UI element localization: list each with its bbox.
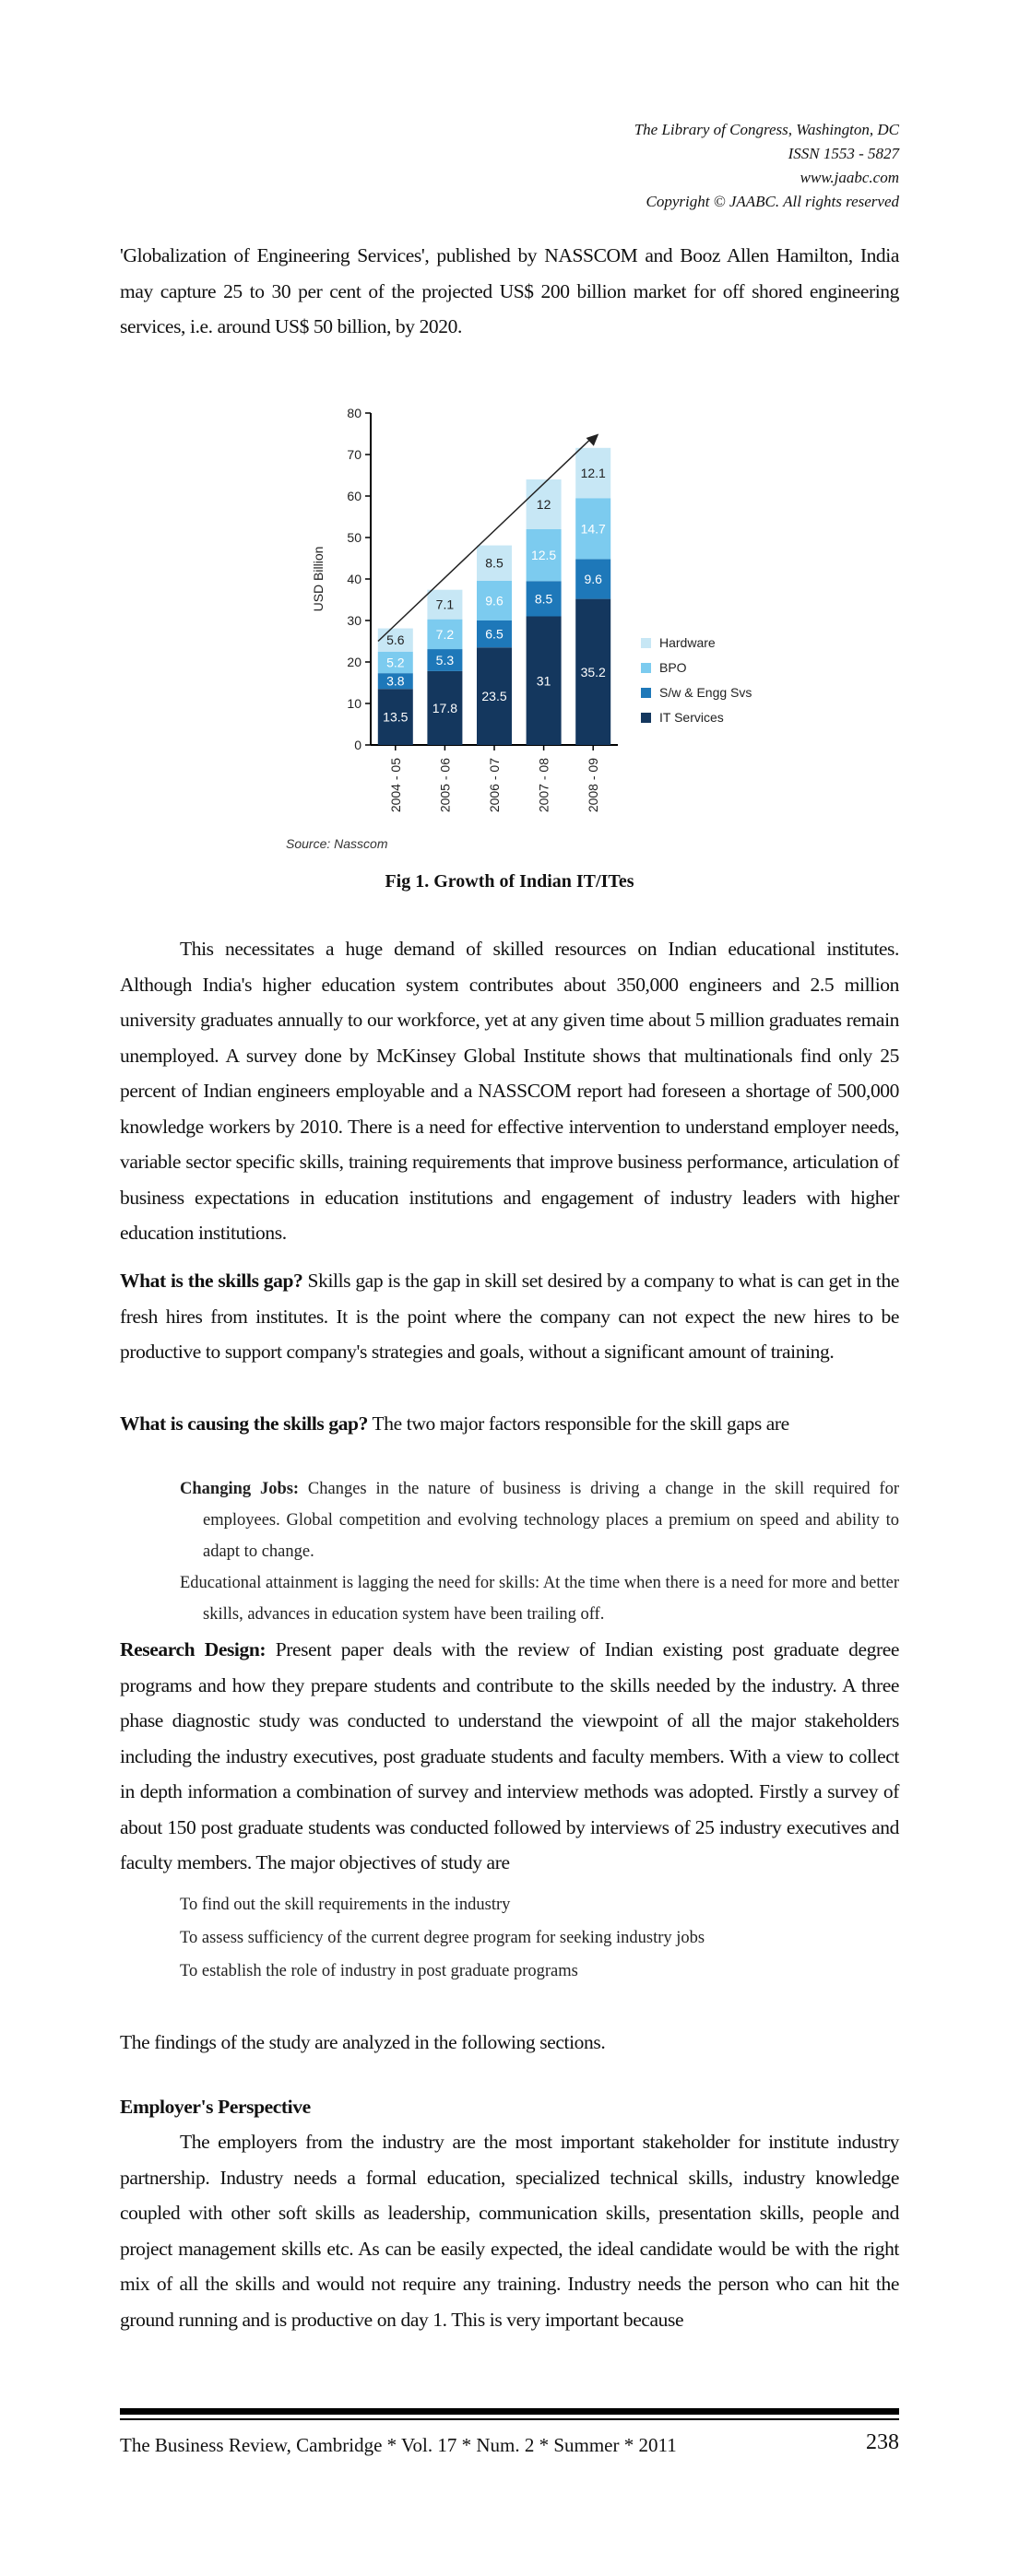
chart-source: Source: Nasscom bbox=[286, 836, 388, 851]
data-label: 8.5 bbox=[485, 555, 504, 571]
data-label: 5.3 bbox=[435, 652, 455, 668]
research-paragraph bbox=[120, 1632, 899, 1881]
findings-paragraph: The findings of the study are analyzed in the following sections. bbox=[120, 2031, 606, 2053]
research-heading: Research Design: bbox=[120, 1638, 267, 1660]
legend-label: BPO bbox=[659, 660, 687, 675]
data-label: 12.1 bbox=[580, 466, 606, 481]
data-label: 35.2 bbox=[580, 664, 606, 679]
y-tick-label: 0 bbox=[354, 738, 361, 752]
skills-gap-text: Skills gap is the gap in skill set desired by a company to what is can get in the fresh hires from institutes. It is the point where the company can not expect the new hires to be productive to support company's strategies and goals, without a significant amount of training. bbox=[120, 1270, 899, 1363]
data-label: 8.5 bbox=[534, 591, 553, 607]
legend-swatch bbox=[641, 638, 651, 648]
journal-header bbox=[634, 118, 899, 214]
growth-chart bbox=[286, 387, 765, 876]
causing-paragraph bbox=[120, 1406, 899, 1442]
factors-list bbox=[180, 1473, 899, 1630]
x-tick-label: 2008 - 09 bbox=[586, 758, 601, 813]
x-tick-label: 2006 - 07 bbox=[487, 758, 502, 813]
objectives-list bbox=[180, 1888, 705, 1988]
factor-text: Changes in the nature of business is driving a change in the skill required for employees. Global competition and evolving technology places a premium on speed and ability to adapt to change. bbox=[203, 1480, 899, 1561]
demand-paragraph: This necessitates a huge demand of skilled resources on Indian educational institutes. Although India's higher education system contributes about 350,000 engineers and 2.5 million university graduates annually to our workforce, yet at any given time about 5 million graduates remain unemployed. A survey done by McKinsey Global Institute shows that multinationals find only 25 percent of Indian engineers employable and a NASSCOM report had foreseen a shortage of 500,000 knowledge workers by 2010. There is a need for effective intervention to understand employer needs, variable sector specific skills, training requirements that improve business performance, articulation of business expectations in education institutions and engagement of industry leaders with higher education institutions. bbox=[120, 938, 899, 1244]
data-label: 9.6 bbox=[584, 572, 602, 586]
header-line: The Library of Congress, Washington, DC bbox=[634, 121, 899, 138]
y-tick-label: 70 bbox=[347, 447, 361, 462]
header-line: Copyright © JAABC. All rights reserved bbox=[646, 193, 899, 210]
data-label: 7.1 bbox=[435, 597, 455, 612]
data-label: 23.5 bbox=[481, 689, 507, 704]
footer-rule bbox=[120, 2408, 899, 2415]
y-tick-label: 40 bbox=[347, 572, 361, 586]
x-tick-label: 2004 - 05 bbox=[387, 758, 403, 813]
causing-text: The two major factors responsible for the skill gaps are bbox=[367, 1412, 789, 1435]
trend-arrowhead bbox=[587, 434, 599, 446]
data-label: 5.6 bbox=[386, 632, 405, 648]
employer-paragraph: The employers from the industry are the most important stakeholder for institute industry partnership. Industry needs a formal education, specialized technical skills, industry knowledge coupled with other soft skills as leadership, communication skills, presentation skills, people and project management skills etc. As can be easily expected, the ideal candidate would be with the right mix of all the skills and would not require any training. Industry needs the person who can hit the ground running and is productive on day 1. This is very important because bbox=[120, 2131, 899, 2331]
header-line: ISSN 1553 - 5827 bbox=[788, 145, 899, 162]
factor-item bbox=[180, 1567, 899, 1630]
skills-gap-heading: What is the skills gap? bbox=[120, 1270, 303, 1292]
y-tick-label: 20 bbox=[347, 655, 361, 669]
data-label: 31 bbox=[536, 673, 551, 689]
page-number: 238 bbox=[866, 2430, 899, 2454]
y-tick-label: 50 bbox=[347, 530, 361, 545]
data-label: 17.8 bbox=[432, 700, 458, 715]
skills-gap-paragraph bbox=[120, 1263, 899, 1370]
data-label: 6.5 bbox=[485, 626, 504, 642]
factor-title: Changing Jobs: bbox=[180, 1480, 300, 1498]
data-label: 9.6 bbox=[485, 593, 504, 609]
research-text: Present paper deals with the review of Indian existing post graduate degree programs and how they prepare students and contribute to the skills needed by the industry. A three phase diagnostic study was conducted to understand the viewpoint of all the major stakeholders including the industry executives, post graduate students and faculty members. With a view to collect in depth information a combination of survey and interview methods was adopted. Firstly a survey of about 150 post graduate students was conducted followed by interviews of 25 industry executives and faculty members. The major objectives of study are bbox=[120, 1638, 900, 1873]
chart-svg bbox=[286, 387, 765, 876]
factor-text: Educational attainment is lagging the need for skills: At the time when there is a need for more and better skills, advances in education system have been trailing off. bbox=[180, 1574, 899, 1624]
data-label: 13.5 bbox=[383, 709, 409, 725]
causing-heading: What is causing the skills gap? bbox=[120, 1412, 368, 1435]
y-tick-label: 30 bbox=[347, 613, 361, 628]
y-axis-label: USD Billion bbox=[311, 546, 326, 612]
legend-label: S/w & Engg Svs bbox=[659, 685, 752, 700]
intro-paragraph: 'Globalization of Engineering Services', published by NASSCOM and Booz Allen Hamilton, India may capture 25 to 30 per cent of the projected US$ 200 billion market for off shored engineering services, i.e. around US$ 50 billion, by 2020. bbox=[120, 244, 899, 337]
legend-swatch bbox=[641, 688, 651, 698]
y-tick-label: 10 bbox=[347, 696, 361, 711]
objective-item: To assess sufficiency of the current degree program for seeking industry jobs bbox=[180, 1929, 705, 1947]
legend-label: IT Services bbox=[659, 710, 724, 725]
figure-caption: Fig 1. Growth of Indian IT/ITes bbox=[385, 871, 634, 892]
legend-label: Hardware bbox=[659, 635, 716, 650]
data-label: 12 bbox=[536, 497, 551, 512]
y-tick-label: 60 bbox=[347, 489, 361, 503]
employer-heading: Employer's Perspective bbox=[120, 2096, 311, 2118]
data-label: 5.2 bbox=[386, 655, 405, 670]
legend-swatch bbox=[641, 713, 651, 723]
y-tick-label: 80 bbox=[347, 406, 361, 420]
factor-item bbox=[180, 1473, 899, 1567]
legend-swatch bbox=[641, 663, 651, 673]
data-label: 14.7 bbox=[580, 521, 606, 537]
header-line: www.jaabc.com bbox=[800, 169, 899, 186]
data-label: 3.8 bbox=[386, 673, 405, 689]
x-tick-label: 2007 - 08 bbox=[536, 758, 551, 813]
objective-item: To find out the skill requirements in the industry bbox=[180, 1896, 511, 1914]
footer-rule bbox=[120, 2418, 899, 2420]
data-label: 7.2 bbox=[435, 626, 455, 642]
data-label: 12.5 bbox=[530, 548, 557, 563]
x-tick-label: 2005 - 06 bbox=[437, 758, 453, 813]
objective-item: To establish the role of industry in post graduate programs bbox=[180, 1962, 578, 1980]
footer-citation: The Business Review, Cambridge * Vol. 17 * Num. 2 * Summer * 2011 bbox=[120, 2434, 677, 2456]
